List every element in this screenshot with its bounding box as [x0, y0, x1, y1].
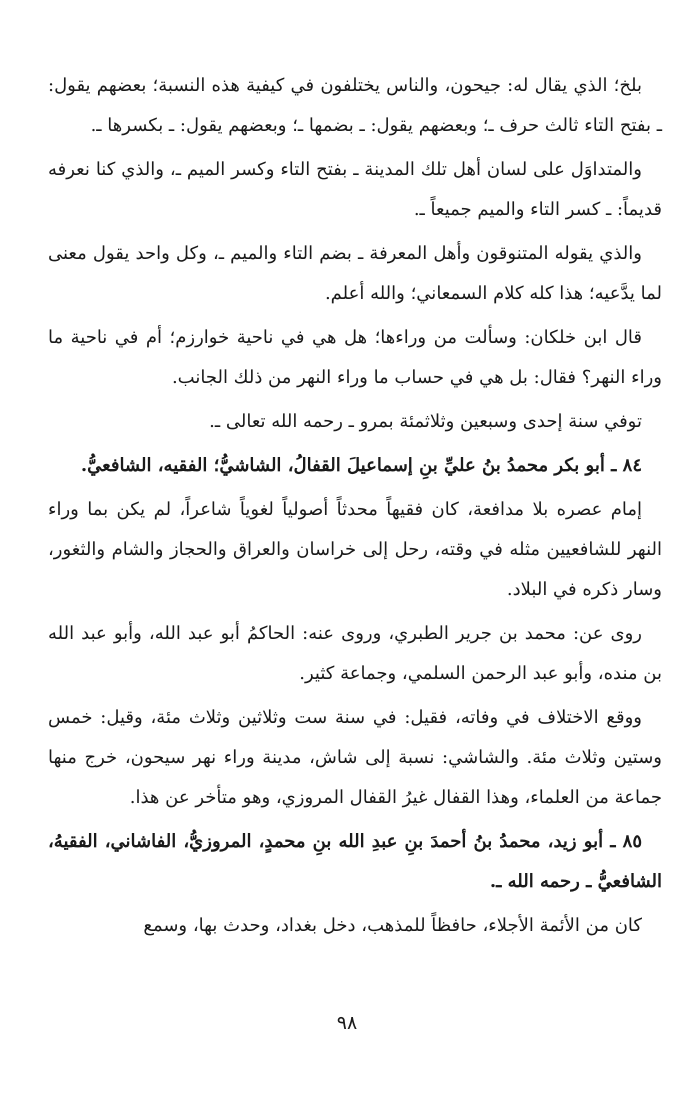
paragraph-11: كان من الأئمة الأجلاء، حافظاً للمذهب، دخل بغداد، وحدث بها، وسمع: [143, 915, 642, 936]
paragraph-8: روى عن: محمد بن جرير الطبري، وروى عنه: الحاكمُ أبو عبد الله، وأبو عبد الله بن منده، وأبو عبد الرحمن السلمي، وجماعة كثير.: [48, 623, 662, 684]
page-number: ٩٨: [336, 1012, 358, 1034]
paragraph-1: بلخ؛ الذي يقال له: جيحون، والناس يختلفون في كيفية هذه النسبة؛ بعضهم يقول: ـ بفتح التاء ثالث حرف ـ؛ وبعضهم يقول: ـ بضمها ـ؛ وبعضهم يقول: ـ بكسرها ـ.: [48, 75, 662, 136]
paragraph-7: إمام عصره بلا مدافعة، كان فقيهاً محدثاً أصولياً لغوياً شاعراً، لم يكن بما وراء النهر للشافعيين مثله في وقته، رحل إلى خراسان والعراق والحجاز والشام والثغور، وسار ذكره في البلاد.: [48, 499, 662, 600]
paragraph-2: والمتداوَل على لسان أهل تلك المدينة ـ بفتح التاء وكسر الميم ـ، والذي كنا نعرفه قديماً: ـ كسر التاء والميم جميعاً ـ.: [48, 159, 662, 220]
entry-heading-84: ٨٤ ـ أبو بكر محمدُ بنُ عليِّ بنِ إسماعيلَ القفالُ، الشاشيُّ؛ الفقيه، الشافعيُّ.: [80, 455, 642, 476]
paragraph-9: ووقع الاختلاف في وفاته، فقيل: في سنة ست وثلاثين وثلاث مئة، وقيل: خمس وستين وثلاث مئة. والشاشي: نسبة إلى شاش، مدينة وراء نهر سيحون، خرج منها جماعة من العلماء، وهذا القفال غيرُ القفال المروزي، وهو متأخر عن هذا.: [48, 707, 662, 808]
paragraph-4: قال ابن خلكان: وسألت من وراءها؛ هل هي في ناحية خوارزم؛ أم في ناحية ما وراء النهر؟ فقال: بل هي في حساب ما وراء النهر من ذلك الجانب.: [48, 327, 662, 388]
page-body: [48, 66, 662, 950]
paragraph-5: توفي سنة إحدى وسبعين وثلاثمئة بمرو ـ رحمه الله تعالى ـ.: [209, 411, 642, 432]
entry-heading-85: ٨٥ ـ أبو زيد، محمدُ بنُ أحمدَ بنِ عبدِ الله بنِ محمدٍ، المروزيُّ، الفاشاني، الفقيهُ، الشافعيُّ ـ رحمه الله ـ.: [48, 831, 662, 892]
paragraph-3: والذي يقوله المتنوقون وأهل المعرفة ـ بضم التاء والميم ـ، وكل واحد يقول معنى لما يدَّعيه؛ هذا كله كلام السمعاني؛ والله أعلم.: [48, 243, 662, 304]
